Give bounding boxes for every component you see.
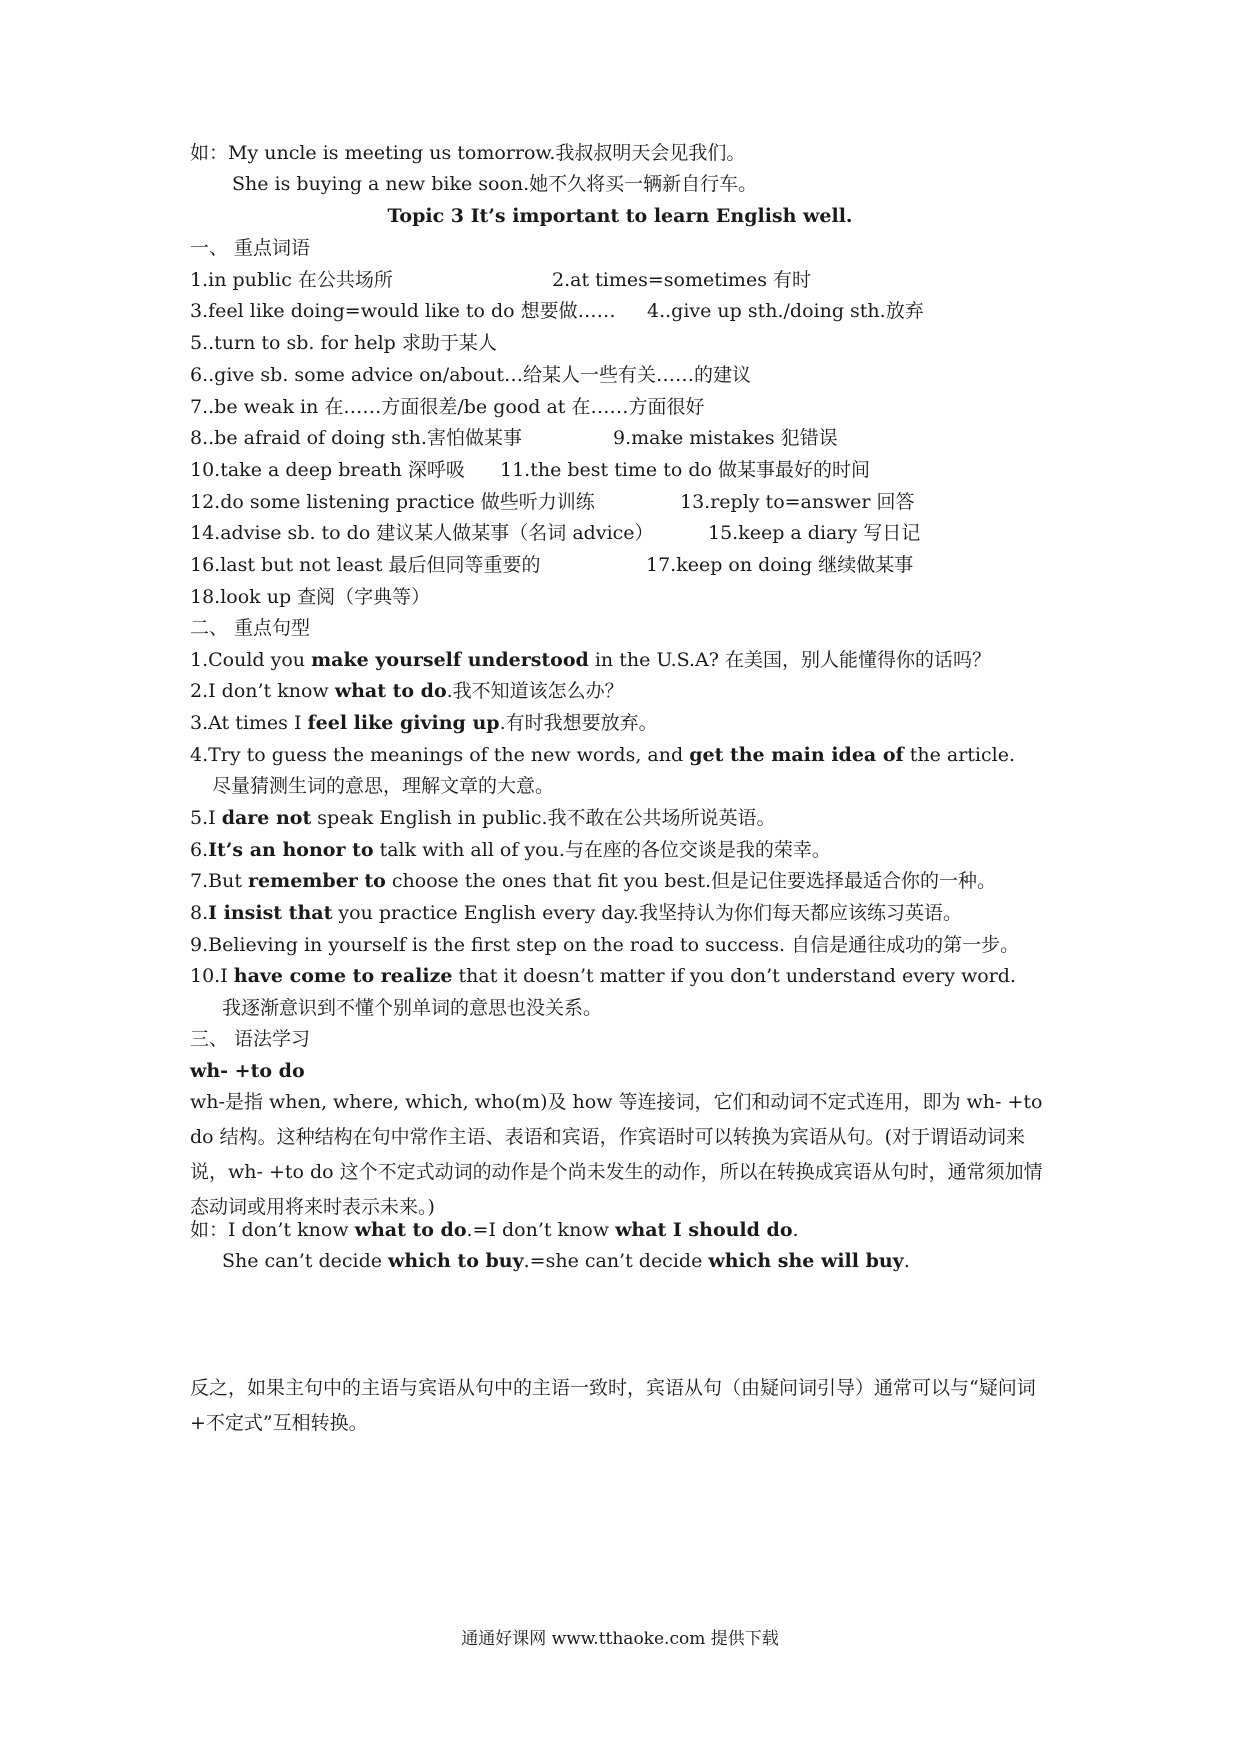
vocab-item-16: 16.last but not least 最后但同等重要的 [190,554,541,576]
sentence-7: 7.But remember to choose the ones that fit you best.但是记住要选择最适合你的一种。 [190,870,997,892]
intro-example-2: She is buying a new bike soon.她不久将买一辆新自行车。 [232,173,758,195]
vocab-item-6: 6..give sb. some advice on/about…给某人一些有关……的建议 [190,364,752,386]
vocab-item-9: 9.make mistakes 犯错误 [613,427,838,449]
sentence-8: 8.I insist that you practice English every day.我坚持认为你们每天都应该练习英语。 [190,902,962,924]
sentence-5: 5.I dare not speak English in public.我不敢在公共场所说英语。 [190,807,776,829]
closing-paragraph: 反之，如果主句中的主语与宾语从句中的主语一致时，宾语从句（由疑问词引导）通常可以与“疑问词+不定式”互相转换。 [190,1377,1036,1434]
grammar-example-1: 如：I don’t know what to do.=I don’t know what I should do. [190,1219,799,1241]
vocab-item-12: 12.do some listening practice 做些听力训练 [190,491,595,513]
vocab-item-11: 11.the best time to do 做某事最好的时间 [500,459,870,481]
vocab-item-14: 14.advise sb. to do 建议某人做某事（名词 advice） [190,522,654,544]
sentence-4-translation: 尽量猜测生词的意思，理解文章的大意。 [212,775,555,797]
vocab-item-2: 2.at times=sometimes 有时 [552,269,811,291]
vocab-item-1: 1.in public 在公共场所 [190,269,393,291]
sentence-3: 3.At times I feel like giving up.有时我想要放弃。 [190,712,658,734]
vocab-item-7: 7..be weak in 在……方面很差/be good at 在……方面很好 [190,396,705,418]
footer-credit: 通通好课网 www.tthaoke.com 提供下载 [461,1629,779,1649]
sentence-1: 1.Could you make yourself understood in the U.S.A? 在美国，别人能懂得你的话吗？ [190,649,991,671]
vocab-item-18: 18.look up 查阅（字典等） [190,586,431,608]
sentence-6: 6.It’s an honor to talk with all of you.与在座的各位交谈是我的荣幸。 [190,839,831,861]
sentence-10-translation: 我逐渐意识到不懂个别单词的意思也没关系。 [222,997,603,1019]
grammar-subheading: wh- +to do [190,1060,305,1082]
vocab-item-8: 8..be afraid of doing sth.害怕做某事 [190,427,522,449]
section2-heading: 二、 重点句型 [190,617,311,639]
intro-example-1: 如：My uncle is meeting us tomorrow.我叔叔明天会见我们。 [190,142,746,164]
vocab-item-5: 5..turn to sb. for help 求助于某人 [190,332,497,354]
vocab-item-4: 4..give up sth./doing sth.放弃 [647,300,924,322]
vocab-item-10: 10.take a deep breath 深呼吸 [190,459,465,481]
sentence-4: 4.Try to guess the meanings of the new words, and get the main idea of the article. [190,744,1016,766]
sentence-2: 2.I don’t know what to do.我不知道该怎么办？ [190,680,624,702]
sentence-10: 10.I have come to realize that it doesn’t matter if you don’t understand every word. [190,965,1017,987]
sentence-9: 9.Believing in yourself is the first step on the road to success. 自信是通往成功的第一步。 [190,934,1020,956]
grammar-example-2: She can’t decide which to buy.=she can’t decide which she will buy. [222,1250,910,1272]
vocab-item-17: 17.keep on doing 继续做某事 [646,554,914,576]
grammar-paragraph: wh-是指 when, where, which, who(m)及 how 等连接词，它们和动词不定式连用，即为 wh- +to do 结构。这种结构在句中常作主语、表语和宾语，作宾语时可以转换为宾语从句。(对于谓语动词来说，wh- +to do 这个不定式动词的动作是个尚未发生的动作，所以在转换成宾语从句时，通常须加情态动词或用将来时表示未来。) [190,1091,1043,1218]
section3-heading: 三、 语法学习 [190,1028,311,1050]
section1-heading: 一、 重点词语 [190,237,311,259]
vocab-item-15: 15.keep a diary 写日记 [708,522,921,544]
topic-title: Topic 3 It’s important to learn English well. [387,205,853,227]
vocab-item-3: 3.feel like doing=would like to do 想要做…… [190,300,616,322]
vocab-item-13: 13.reply to=answer 回答 [680,491,915,513]
